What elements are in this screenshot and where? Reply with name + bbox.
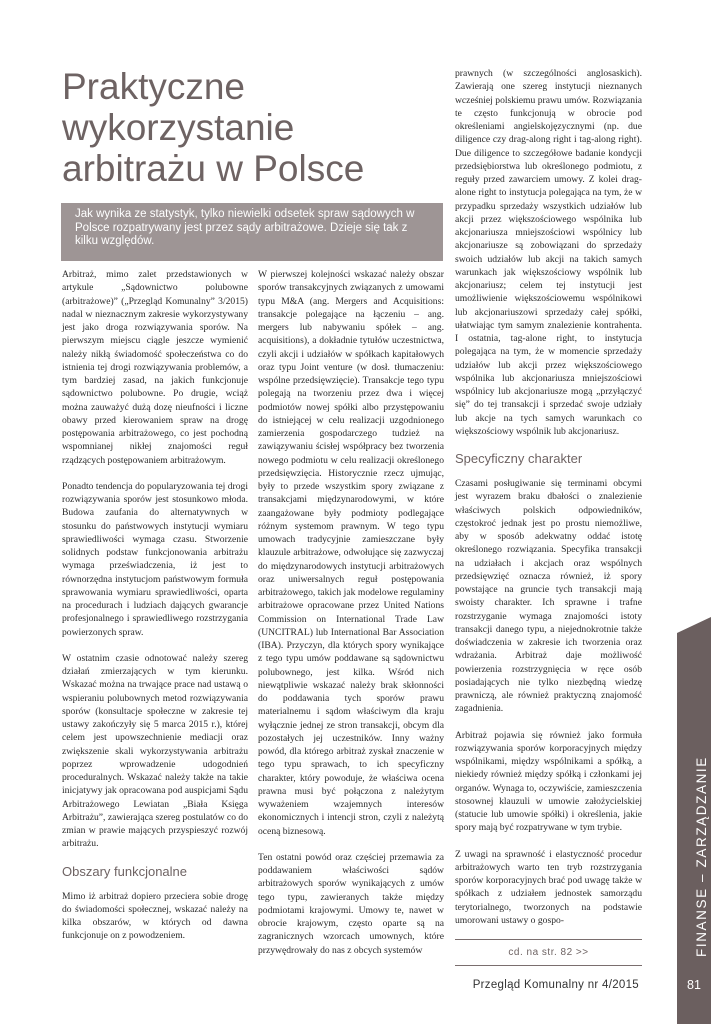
paragraph: Czasami posługiwanie się terminami obcymi jest wyrazem braku dbałości o znalezienie właściwych polskich odpowiedników, częstokroć jednak jest po prostu niemożliwe, aby w sposób adekwatny oddać istotę określonego rozwiązania. Specyfika transakcji na udziałach i akcjach oraz wspólnych przedsięwzięć oznacza również, iż spory powstające na gruncie tych transakcji mają swoisty charakter. Ich sprawne i trafne rozstrzyganie wymaga znajomości istoty transakcji danego typu, a niejednokrotnie także doświadczenia w zakresie ich tworzenia oraz wdrażania. Arbitraż daje możliwość powierzenia rozstrzygnięcia w ręce osób posiadających nie tylko niezbędną wiedzę prawniczą, ale również praktyczną znajomość zagadnienia. bbox=[455, 478, 642, 715]
page-number: 81 bbox=[687, 978, 701, 992]
section-heading: Specyficzny charakter bbox=[455, 451, 583, 466]
paragraph: W pierwszej kolejności wskazać należy obszar sporów transakcyjnych związanych z umowami typu M&A (ang. Mergers and Acquisitions: transakcje polegające na łączeniu – ang. mergers lub nabywaniu spółek – ang. acquisitions), a dokładnie tytułów uczestnictwa, czyli akcji i udziałów w spółkach kapitałowych oraz typu Joint venture (w dosł. tłumaczeniu: wspólne przedsięwzięcie). Transakcje tego typu polegają na tworzeniu przez dwa i więcej podmiotów nowej spółki albo przystępowaniu do istniejącej w celu realizacji uzgodnionego zamierzenia gospodarczego tudzież na zawiązywaniu ścisłej współpracy bez tworzenia nowego podmiotu w celu realizacji określonego przedsięwzięcia. Historycznie rzecz ujmując, były to przede wszystkim spory związane z transakcjami międzynarodowymi, w które zaangażowane były podmioty podlegające różnym systemom prawnym. W tego typu umowach tradycyjnie zamieszczane były klauzule arbitrażowe, odwołujące się zazwyczaj do międzynarodowych instytucji arbitrażowych oraz uniwersalnych reguł postępowania arbitrażowego, takich jak modelowe regulaminy arbitrażowe opracowane przez United Nations Commission on International Trade Law (UNCITRAL) lub International Bar Association (IBA). Przyczyn, dla których spory wynikające z tego typu umów poddawane są sądownictwu polubownego, jest kilka. Wśród nich niewątpliwie wskazać należy brak skłonności do poddawania tych sporów prawu materialnemu i sądom właściwym dla kraju wyłącznie jednej ze stron transakcji, obcym dla pozostałych jej uczestników. Inny ważny powód, dla którego arbitraż zyskał znaczenie w tego typu sprawach, to ich specyficzny charakter, który powoduje, że właściwa ocena prawna musi być połączona z należytym wyważeniem wzajemnych interesów ekonomicznych i intencji stron, czyli z należytą oceną biznesową. bbox=[258, 269, 444, 837]
section-heading: Obszary funkcjonalne bbox=[62, 863, 188, 879]
continuation-link[interactable]: cd. na str. 82 >> bbox=[455, 939, 642, 966]
section-label: FINANSE – ZARZĄDZANIE bbox=[694, 756, 709, 957]
paragraph: W ostatnim czasie odnotować należy szereg działań zmierzających w tym kierunku. Wskazać można na trwające prace nad ustawą o wspieraniu polubownych metod rozwiązywania sporów (konsultacje społeczne w zakresie tej ustawy zakończyły się 5 marca 2015 r.), której celem jest upowszechnienie mediacji oraz zwiększenie skali wykorzystywania arbitrażu poprzez wprowadzenie udogodnień proceduralnych. Wskazać należy także na takie inicjatywy jak opracowana pod auspicjami Sądu Arbitrażowego Lewiatan „Biała Księga Arbitrażu”, zawierająca szereg postulatów co do zmian w prawie mających przyspieszyć rozwój arbitrażu. bbox=[62, 652, 248, 850]
paragraph: Ponadto tendencja do popularyzowania tej drogi rozwiązywania sporów jest stosunkowo młoda. Budowa zaufania do alternatywnych w stosunku do państwowych instytucji wymiaru sprawiedliwości wymaga czasu. Stworzenie solidnych podstaw funkcjonowania arbitrażu wymaga przeświadczenia, iż jest to równorzędna instytucjom państwowym formuła sprawowania wymiaru sprawiedliwości, oparta na procedurach i ludziach dających gwarancje profesjonalnego i sprawiedliwego rozstrzygania powierzonych spraw. bbox=[62, 480, 248, 638]
article-lead: Jak wynika ze statystyk, tylko niewielki odsetek spraw sądowych w Polsce rozpatrywany jest przez sądy arbitrażowe. Dzieje się tak z kilku względów. bbox=[61, 203, 443, 261]
magazine-footer: Przegląd Komunalny nr 4/2015 bbox=[472, 979, 639, 991]
paragraph: Ten ostatni powód oraz częściej przemawia za poddawaniem właściwości sądów arbitrażowych sporów wynikających z umów tego typu, zawieranych także między podmiotami krajowymi. Umowy te, nawet w obrocie krajowym, często oparte są na zagranicznych wzorcach umownych, które przywędrowały do nas z obcych systemów bbox=[258, 851, 444, 956]
article-title: Praktyczne wykorzystanie arbitrażu w Polsce bbox=[62, 66, 365, 189]
paragraph: Arbitraż pojawia się również jako formuła rozwiązywania sporów korporacyjnych między wspólnikami, między wspólnikami a spółką, a niekiedy również między spółką i członkami jej organów. Wynaga to, oczywiście, zamieszczenia stosownej klauzuli w umowie założycielskiej (statucie lub umowie spółki) i określenia, jakie spory mają być rozpatrywane w tym trybie. bbox=[455, 729, 642, 834]
paragraph: Z uwagi na sprawność i elastyczność procedur arbitrażowych warto ten tryb rozstrzygania sporów korporacyjnych brać pod uwagę także w spółkach z udziałem jednostek samorządu terytorialnego, tworzonych na podstawie umorowani ustawy o gospo- bbox=[455, 848, 642, 926]
column-3 bbox=[455, 67, 642, 940]
paragraph: prawnych (w szczególności anglosaskich). Zawierają one szereg instytucji nieznanych wcześniej polskiemu prawu umów. Rozwiązania te często funkcjonują w obrocie pod określeniami angielskojęzycznymi (np. due diligence czy drag-along right i tag-along right). Due diligence to szczegółowe badanie kondycji przedsiębiorstwa lub określonego podmiotu, z reguły przed zawarciem umowy. Z kolei drag-alone right to instytucja polegająca na tym, że w przypadku sprzedaży wszystkich udziałów lub akcji przez większościowego wspólnika lub akcjonariusza mniejszościowi wspólnicy lub akcjonariusze są zobowiązani do sprzedaży swoich udziałów lub akcji na takich samych warunkach jak większościowy wspólnik lub akcjonariusz; celem tej instytucji jest umożliwienie większościowemu wspólnikowi lub akcjonariuszowi sprzedaży całej spółki, ułatwiając tym samym znalezienie kontrahenta. I ostatnia, tag-alone right, to instytucja polegająca na tym, że w momencie sprzedaży udziałów lub akcji przez większościowego wspólnika lub akcjonariusza mniejszościowi wspólnicy lub akcjonariusze mogą „przyłączyć się” do tej transakcji i sprzedać swoje udziały lub akcje na tych samych warunkach co większościowy wspólnik lub akcjonariusz. bbox=[455, 68, 642, 437]
column-1 bbox=[62, 268, 248, 956]
paragraph: Mimo iż arbitraż dopiero przeciera sobie drogę do świadomości społecznej, wskazać należy na kilka obszarów, w których od dawna funkcjonuje on z powodzeniem. bbox=[62, 890, 248, 942]
column-2 bbox=[258, 268, 444, 970]
paragraph: Arbitraż, mimo zalet przedstawionych w artykule „Sądownictwo polubowne (arbitrażowe)” („Przegląd Komunalny” 3/2015) nadal w nieznacznym zakresie wykorzystywany jest jako droga rozwiązywania sporów. Na pierwszym miejscu ciągle jeszcze wymienić należy nikłą świadomość społeczeństwa co do istnienia tej drogi rozwiązywania problemów, a tym bardziej zasad, na jakich funkcjonuje sądownictwo polubowne. Po drugie, wciąż można zauważyć dużą dozę nieufności i liczne obawy przed kierowaniem spraw na drogę postępowania arbitrażowego, co jest pochodną wspomnianej nikłej znajomości reguł rządzących postępowaniem arbitrażowym. bbox=[62, 269, 248, 466]
section-tab-notch bbox=[677, 617, 711, 633]
